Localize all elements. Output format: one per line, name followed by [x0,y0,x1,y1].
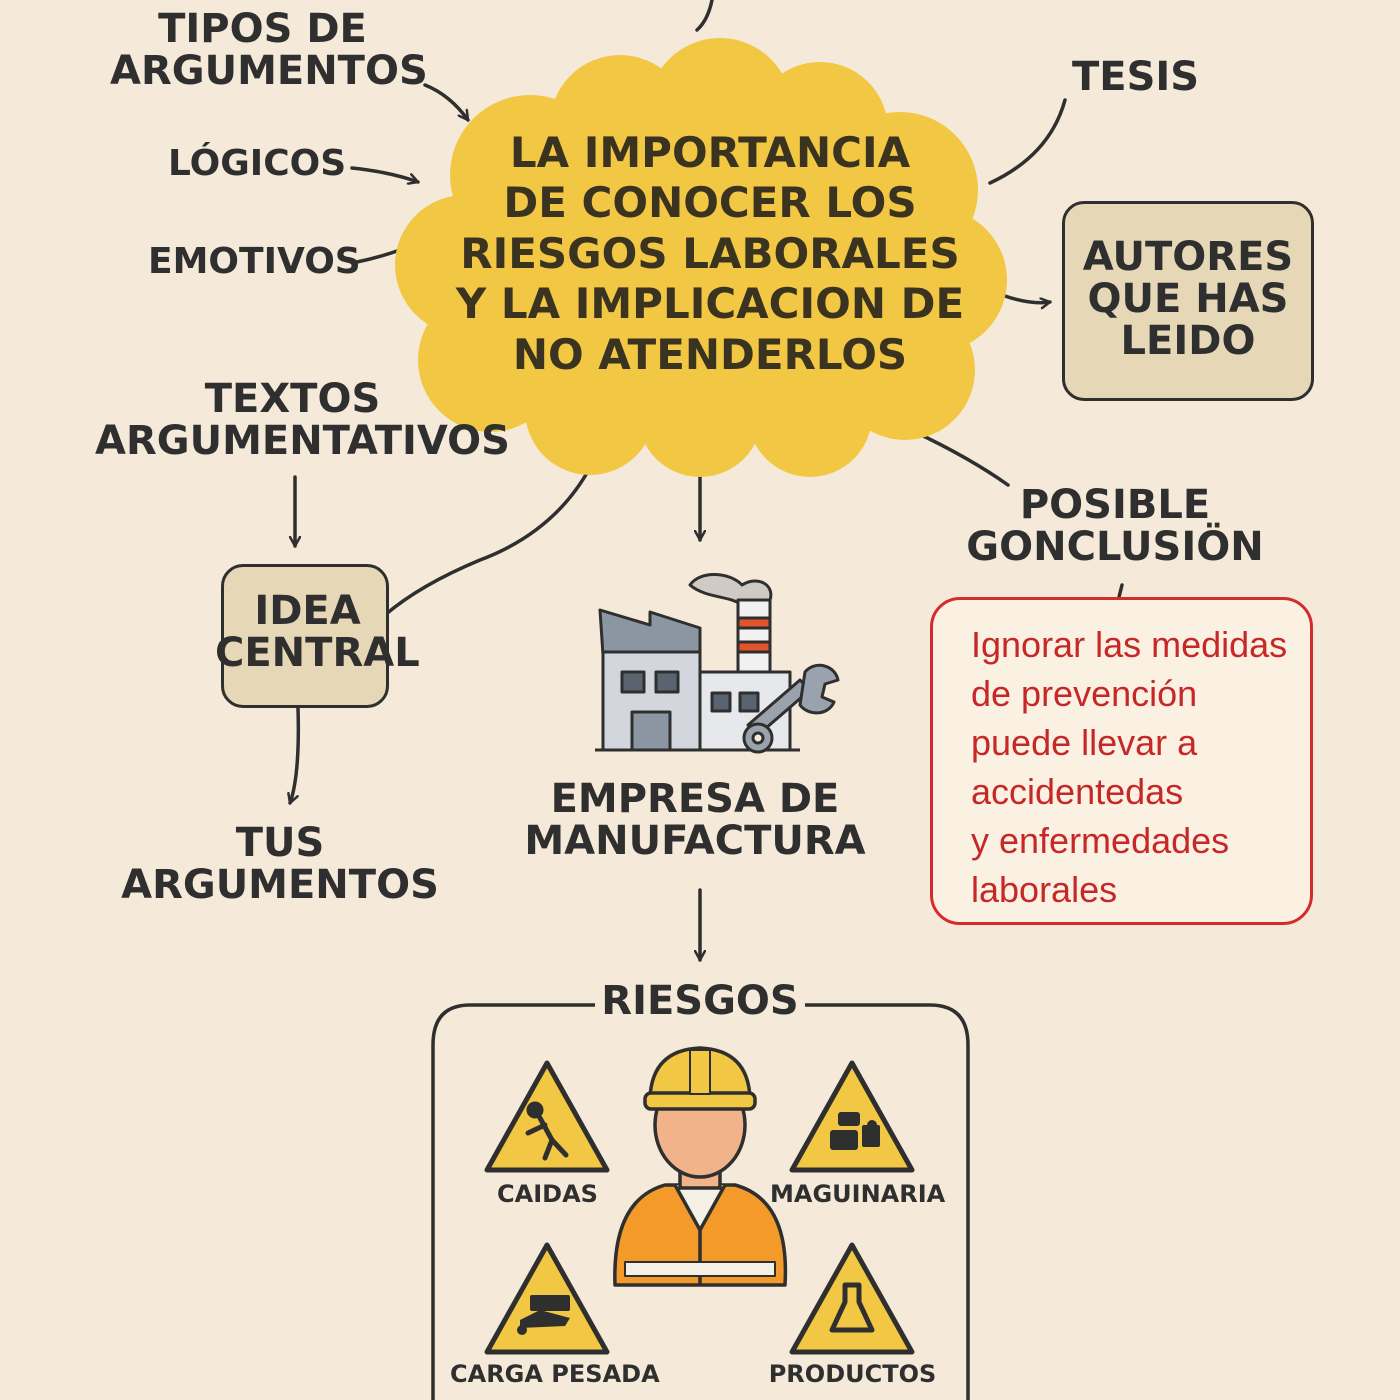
riesgos-title: RIESGOS [601,978,799,1024]
fall-warning-icon [487,1063,607,1170]
conclusion-line: puede llevar a [971,722,1198,763]
conclusion-line: de prevención [971,673,1198,714]
arrow-tipos [425,85,468,120]
conclusion-line: y enfermedades [971,820,1230,861]
conclusion-line: Ignorar las medidas [971,624,1288,665]
textos-argumentativos-label: TEXTOS ARGUMENTATIVOS [95,376,510,464]
tesis-label: TESIS [1072,54,1200,100]
line-cloud-idea [385,458,595,615]
posible-conclusion-label: POSIBLE GONCLUSIÖN [966,482,1264,570]
conclusion-line: laborales [971,869,1118,910]
autores-label: AUTORES QUE HAS LEIDO [1082,234,1294,364]
line-conclusion [915,432,1008,485]
caidas-label: CAIDAS [497,1180,598,1208]
idea-central-label: IDEA CENTRAL [215,588,420,676]
arrow-top [697,0,712,30]
line-tesis [990,100,1065,183]
line-conclusion-box [1119,585,1122,597]
emotivos-label: EMOTIVOS [148,241,361,282]
maquinaria-label: MAGUINARIA [770,1180,946,1208]
heavy-load-warning-icon [487,1245,607,1352]
arrow-idea-tus [290,708,298,803]
empresa-label: EMPRESA DE MANUFACTURA [524,776,866,864]
tipos-argumentos-label: TIPOS DE ARGUMENTOS [110,6,428,94]
logicos-label: LÓGICOS [168,143,347,184]
machinery-warning-icon [792,1063,912,1170]
tus-argumentos-label: TUS ARGUMENTOS [121,820,439,908]
arrow-autores [1002,295,1050,303]
conclusion-line: accidentedas [971,771,1184,812]
productos-label: PRODUCTOS [768,1360,937,1388]
arrow-logicos [352,168,418,182]
conclusion-box [930,597,1313,925]
chemical-warning-icon [792,1245,912,1352]
central-topic: LA IMPORTANCIA DE CONOCER LOS RIESGOS LABORALES Y LA IMPLICACION DE NO ATENDERLOS [455,128,965,379]
carga-pesada-label: CARGA PESADA [450,1360,660,1388]
worker-icon [615,1048,786,1285]
